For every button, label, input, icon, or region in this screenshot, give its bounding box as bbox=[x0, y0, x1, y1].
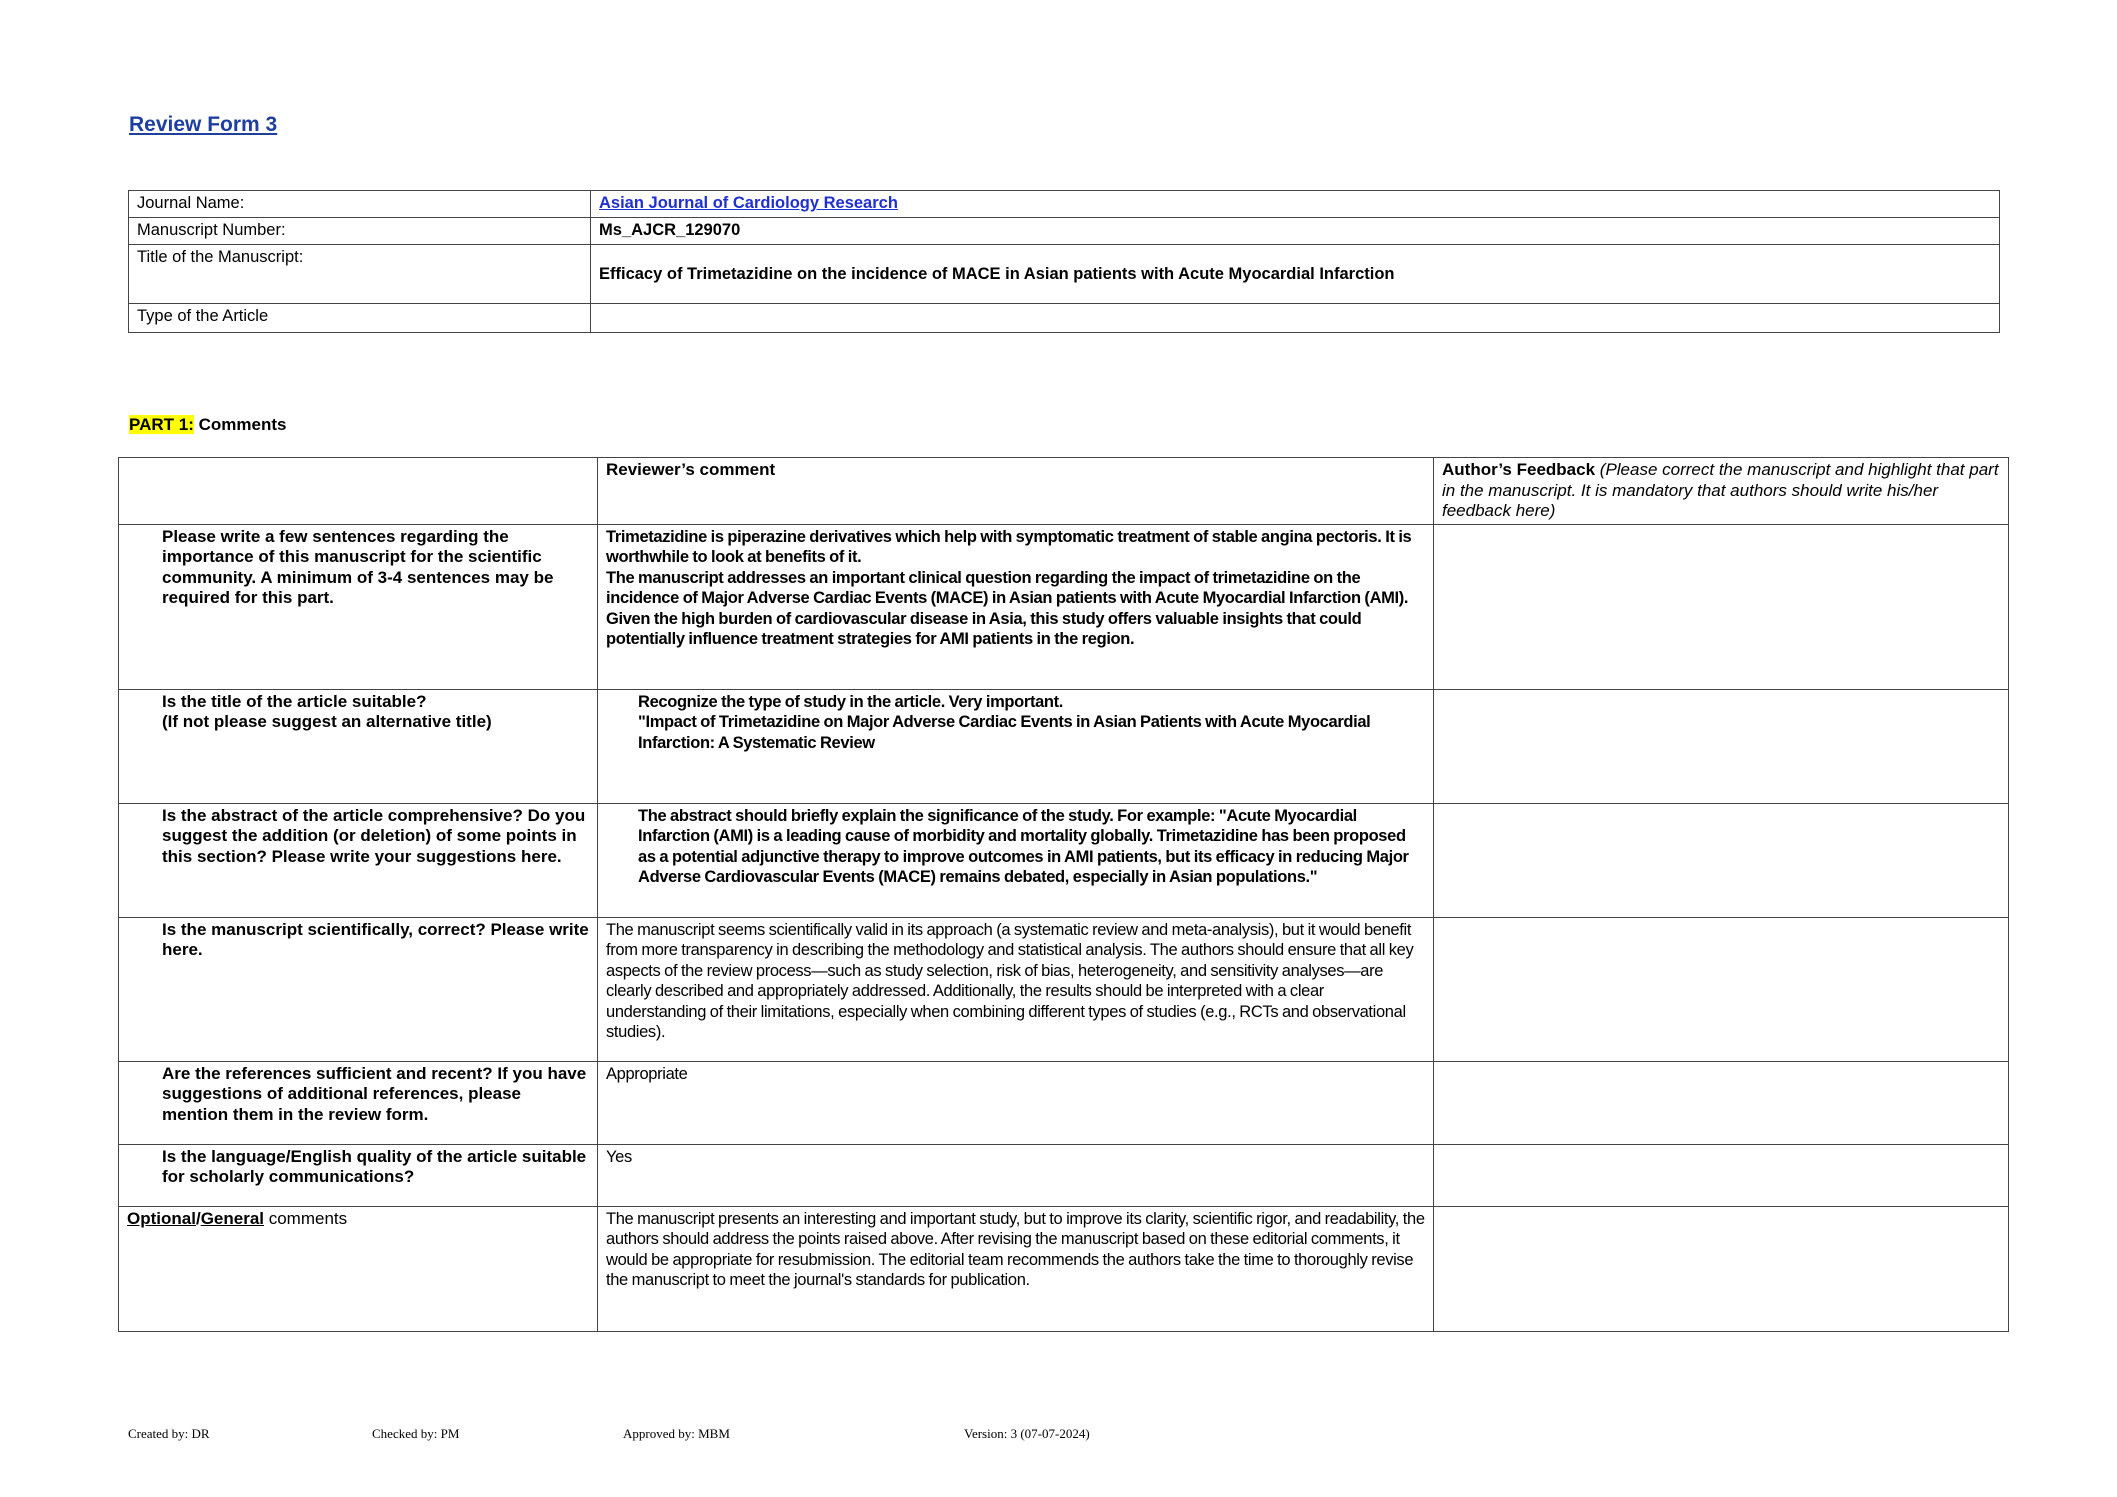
header-row bbox=[119, 458, 2009, 525]
author-feedback-header: Author’s Feedback bbox=[1442, 460, 1596, 479]
table-row bbox=[119, 917, 2009, 1061]
question: Is the abstract of the article comprehensive? Do you suggest the addition (or deletion) of some points in this section? Please write your suggestions here. bbox=[119, 803, 598, 917]
slash: / bbox=[195, 1208, 201, 1228]
question bbox=[119, 689, 598, 803]
comment-paragraph: Recognize the type of study in the article. Very important. bbox=[638, 692, 1064, 711]
footer-approved: Approved by: MBM bbox=[623, 1426, 730, 1441]
author-feedback-cell[interactable] bbox=[1434, 1206, 2009, 1331]
general-label: General bbox=[200, 1208, 264, 1228]
comment-paragraph: Trimetazidine is piperazine derivatives which help with symptomatic treatment of stable angina pectoris. It is worthwhile to look at benefits of it. bbox=[606, 527, 1412, 566]
footer-version: Version: 3 (07-07-2024) bbox=[964, 1426, 1090, 1441]
author-feedback-instructions: (Please correct the manuscript and highlight that part in the manuscript. It is mandatory that authors should write his/her feedback here) bbox=[1442, 460, 1999, 520]
part-title: Comments bbox=[198, 415, 287, 434]
question: Please write a few sentences regarding the importance of this manuscript for the scientific community. A minimum of 3-4 sentences may be required for this part. bbox=[119, 524, 598, 689]
author-feedback-cell[interactable] bbox=[1434, 917, 2009, 1061]
footer-checked: Checked by: PM bbox=[372, 1426, 460, 1441]
optional-comments-row bbox=[119, 1206, 2009, 1331]
title-value: Efficacy of Trimetazidine on the incidence of MACE in Asian patients with Acute Myocardial Infarction bbox=[591, 245, 2000, 304]
reviewer-comment[interactable] bbox=[598, 524, 1434, 689]
question: Are the references sufficient and recent? If you have suggestions of additional references, please mention them in the review form. bbox=[119, 1061, 598, 1144]
manuscript-number-value: Ms_AJCR_129070 bbox=[591, 218, 2000, 245]
author-feedback-cell[interactable] bbox=[1434, 689, 2009, 803]
type-value[interactable] bbox=[591, 304, 2000, 333]
comment-paragraph: "Impact of Trimetazidine on Major Adverse Cardiac Events in Asian Patients with Acute Myocardial Infarction: A Systematic Review bbox=[638, 713, 1371, 752]
table-row bbox=[119, 1144, 2009, 1206]
footer-created: Created by: DR bbox=[128, 1426, 210, 1441]
comment-paragraph: The manuscript addresses an important clinical question regarding the impact of trimetazidine on the incidence of Major Adverse Cardiac Events (MACE) in Asian patients with Acute Myocardial Infarction (AMI). Given the high burden of cardiovascular disease in Asia, this study offers valuable insights that could potentially influence treatment strategies for AMI patients in the region. bbox=[606, 568, 1409, 648]
manuscript-number-row bbox=[129, 218, 2000, 245]
form-title[interactable]: Review Form 3 bbox=[129, 113, 278, 136]
comments-label: comments bbox=[264, 1208, 348, 1228]
table-row bbox=[119, 1061, 2009, 1144]
type-label: Type of the Article bbox=[129, 304, 591, 333]
reviewer-comment[interactable]: Appropriate bbox=[598, 1061, 1434, 1144]
optional-label: Optional bbox=[127, 1208, 196, 1228]
author-feedback-cell[interactable] bbox=[1434, 1144, 2009, 1206]
reviewer-comment-header: Reviewer’s comment bbox=[598, 458, 1434, 525]
journal-row bbox=[129, 191, 2000, 218]
optional-general-label bbox=[119, 1206, 598, 1331]
table-row bbox=[119, 689, 2009, 803]
part-heading bbox=[129, 415, 286, 435]
reviewer-comment[interactable] bbox=[598, 689, 1434, 803]
author-feedback-cell[interactable] bbox=[1434, 524, 2009, 689]
reviewer-comment[interactable]: The abstract should briefly explain the significance of the study. For example: "Acute Myocardial Infarction (AMI) is a leading cause of morbidity and mortality globally. Trimetazidine has been proposed as a potential adjunctive therapy to improve outcomes in AMI patients, but its efficacy in reducing Major Adverse Cardiovascular Events (MACE) remains debated, especially in Asian populations." bbox=[598, 803, 1434, 917]
part-label: PART 1: bbox=[129, 415, 194, 434]
author-feedback-cell[interactable] bbox=[1434, 1061, 2009, 1144]
title-label: Title of the Manuscript: bbox=[129, 245, 591, 304]
type-row bbox=[129, 304, 2000, 333]
journal-link[interactable]: Asian Journal of Cardiology Research bbox=[599, 194, 898, 212]
title-row bbox=[129, 245, 2000, 304]
reviewer-comment[interactable]: The manuscript presents an interesting and important study, but to improve its clarity, scientific rigor, and readability, the authors should address the points raised above. After revising the manuscript based on these editorial comments, it would be appropriate for resubmission. The editorial team recommends the authors take the time to thoroughly revise the manuscript to meet the journal's standards for publication. bbox=[598, 1206, 1434, 1331]
table-row bbox=[119, 524, 2009, 689]
reviewer-comment[interactable]: The manuscript seems scientifically valid in its approach (a systematic review and meta-analysis), but it would benefit from more transparency in describing the methodology and statistical analysis. The authors should ensure that all key aspects of the review process—such as study selection, risk of bias, heterogeneity, and sensitivity analyses—are clearly described and appropriately addressed. Additionally, the results should be interpreted with a clear understanding of their limitations, especially when combining different types of studies (e.g., RCTs and observational studies). bbox=[598, 917, 1434, 1061]
question: Is the language/English quality of the article suitable for scholarly communications? bbox=[119, 1144, 598, 1206]
reviewer-comment[interactable]: Yes bbox=[598, 1144, 1434, 1206]
author-feedback-cell[interactable] bbox=[1434, 803, 2009, 917]
question-line: (If not please suggest an alternative title) bbox=[162, 712, 492, 731]
manuscript-info-table bbox=[128, 190, 2000, 333]
question-line: Is the title of the article suitable? bbox=[162, 691, 427, 711]
manuscript-number-label: Manuscript Number: bbox=[129, 218, 591, 245]
table-row bbox=[119, 803, 2009, 917]
comments-table bbox=[118, 457, 2009, 1332]
question: Is the manuscript scientifically, correct? Please write here. bbox=[119, 917, 598, 1061]
journal-label: Journal Name: bbox=[129, 191, 591, 218]
